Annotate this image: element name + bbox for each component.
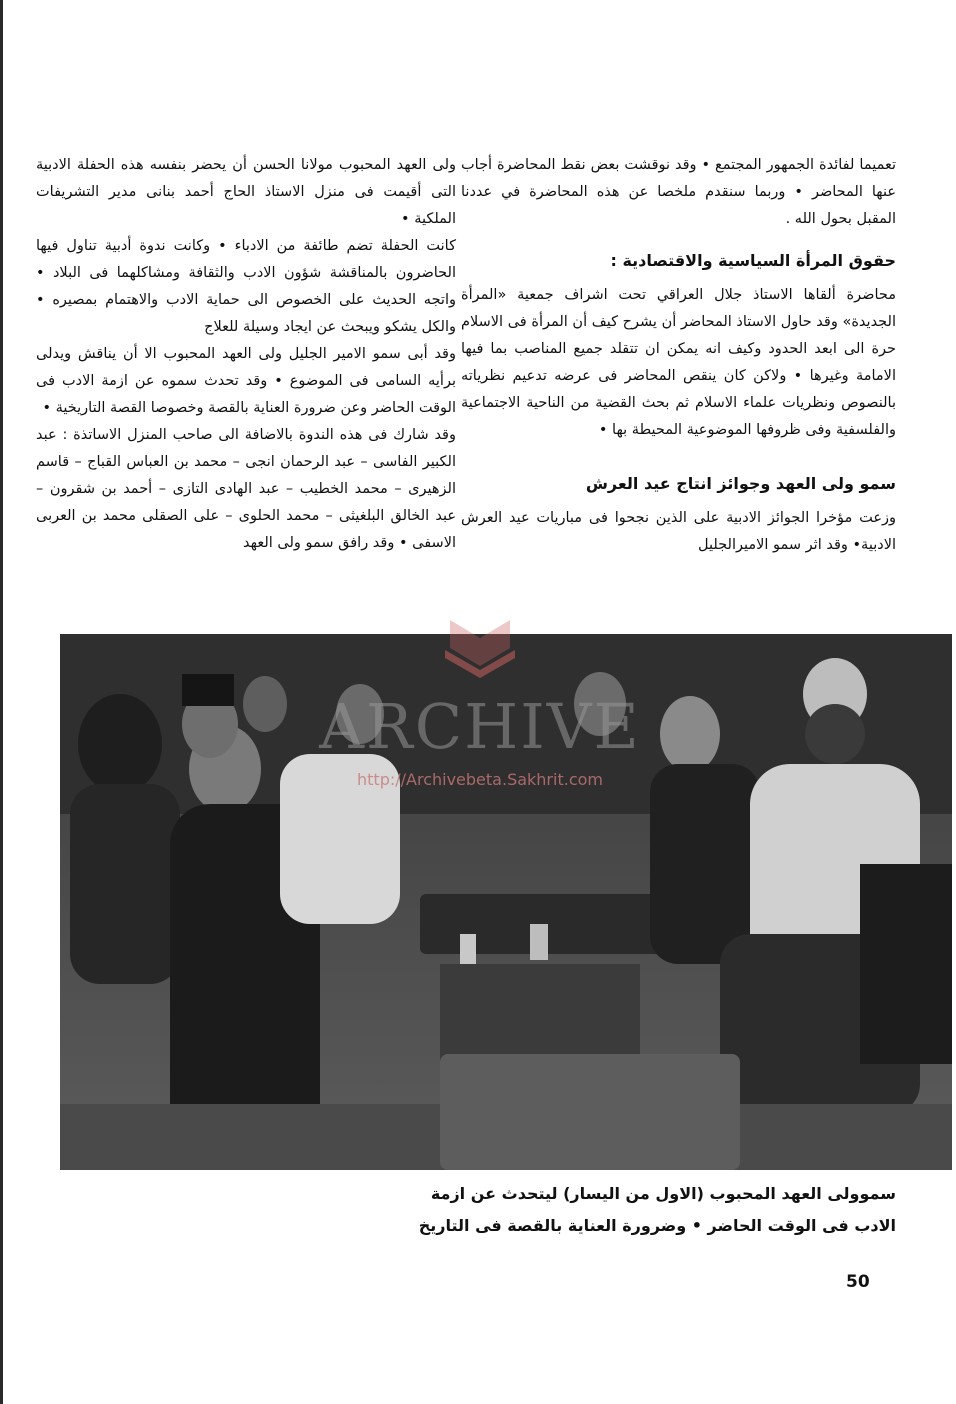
- caption-line-1: سموولى العهد المحبوب (الاول من اليسار) ليتحدث عن ازمة: [430, 1184, 896, 1203]
- left-paragraph-2: كانت الحفلة تضم طائفة من الادباء • وكانت ندوة أدبية تناول فيها الحاضرون بالمناقشة شؤون الادب والثقافة ومشاكلهما فى البلاد • واتجه الحديث على الخصوص الى حماية الادب والاهتمام بمصيره • والكل يشكو ويبحث عن ايجاد وسيلة للعلاج: [36, 238, 456, 335]
- scan-edge: [0, 0, 3, 1404]
- caption-line-2: الادب فى الوقت الحاضر • وضرورة العناية بالقصة فى التاريخ: [418, 1216, 896, 1235]
- group-photo: [60, 634, 952, 1170]
- left-paragraph-4: وقد شارك فى هذه الندوة بالاضافة الى صاحب المنزل الاساتذة : عبد الكبير الفاسى – عبد الرحمان انجى – محمد بن العباس القباج – قاسم الزهيرى – محمد الخطيب – عبد الهادى التازى – أحمد بن شقرون – عبد الخالق البلغيثى – محمد الحلوى – على الصقلى محمد بن العربى الاسفى • وقد رافق سمو ولى العهد: [36, 427, 456, 551]
- photo-illustration: [60, 634, 952, 1170]
- right-text-column: [461, 152, 896, 559]
- left-paragraph-3: وقد أبى سمو الامير الجليل ولى العهد المحبوب الا أن يناقش ويدلى برأيه السامى فى الموضوع • وقد تحدث سموه عن ازمة الادب فى الوقت الحاضر وعن ضرورة العناية بالقصة وخصوصا القصة التاريخية •: [36, 346, 456, 416]
- photo-caption: [96, 1178, 896, 1242]
- intro-paragraph: تعميما لفائدة الجمهور المجتمع • وقد نوقشت بعض نقط المحاضرة أجاب عنها المحاضر • وربما سنقدم ملخصا عن هذه المحاضرة في عددنا المقبل بحول الله .: [461, 157, 896, 227]
- section-heading-crown-prince-prizes: سمو ولى العهد وجوائز انتاج عيد العرش: [585, 474, 896, 493]
- watermark-text: ARCHIVE: [319, 690, 641, 763]
- section-heading-women-rights: حقوق المرأة السياسية والاقتصادية :: [610, 251, 896, 270]
- lecture-paragraph: محاضرة ألقاها الاستاذ جلال العراقي تحت اشراف جمعية «المرأة الجديدة» وقد حاول الاستاذ المحاضر أن يشرح كيف أن المرأة فى الاسلام حرة الى ابعد الحدود وكيف انه يمكن ان تتقلد جميع المناصب بما فيها الامامة وغيرها • ولاكن كان ينقص المحاضر فى عرضه تدعيم نظرياته بالنصوص ونظريات علماء الاسلام ثم بحث القضية من الناحية الاجتماعية والفلسفية وفى ظروفها الموضوعية المحيطة بها •: [461, 287, 896, 438]
- prizes-paragraph: وزعت مؤخرا الجوائز الادبية على الذين نجحوا فى مباريات عيد العرش الادبية• وقد اثر سمو الاميرالجليل: [461, 510, 896, 553]
- left-text-column: [36, 152, 456, 557]
- watermark-url: http://Archivebeta.Sakhrit.com: [357, 770, 603, 789]
- left-paragraph-1: ولى العهد المحبوب مولانا الحسن أن يحضر بنفسه هذه الحفلة الادبية التى أقيمت فى منزل الاستاذ الحاج أحمد بنانى مدير التشريفات الملكية •: [36, 157, 456, 227]
- page-number: 50: [846, 1272, 870, 1292]
